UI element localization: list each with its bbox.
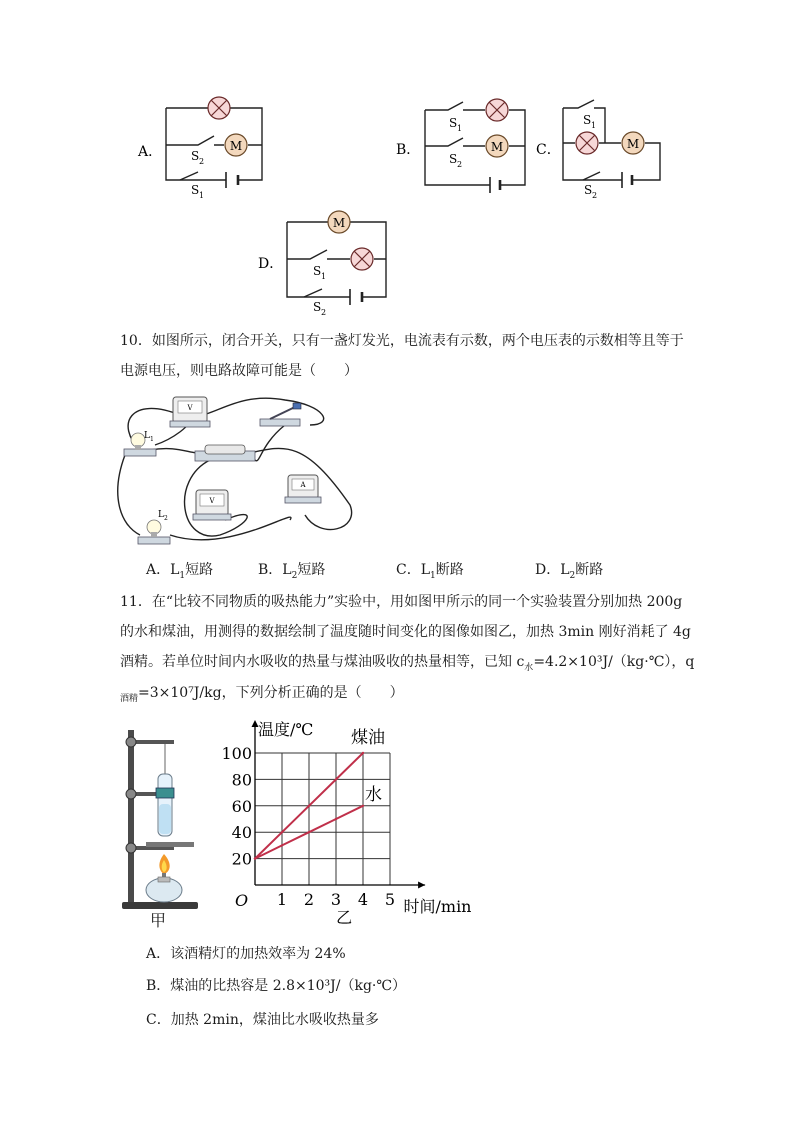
q10-circuit-figure	[110, 385, 360, 555]
svg-text:L: L	[158, 510, 164, 520]
bulb-l1-icon	[124, 431, 156, 456]
voltmeter-icon	[170, 397, 210, 427]
alcohol-lamp-icon	[146, 854, 182, 902]
q9-option-b-circuit	[396, 99, 525, 193]
y-tick-label: 100	[221, 744, 252, 763]
svg-text:S: S	[449, 116, 458, 130]
data-point	[335, 778, 337, 780]
q11-stem-line2: 的水和煤油，用测得的数据绘制了温度随时间变化的图像如图乙，加热 3min 刚好消耗了 4g	[120, 624, 691, 640]
svg-text:M: M	[229, 139, 243, 153]
svg-text:V: V	[209, 497, 215, 505]
svg-text:1: 1	[457, 124, 463, 133]
series-label-water: 水	[365, 784, 382, 805]
svg-text:A: A	[300, 481, 306, 489]
x-tick-label: 2	[303, 890, 315, 909]
svg-text:S: S	[191, 149, 200, 163]
test-tube-icon	[156, 744, 174, 836]
q11-stem-line4: $_{酒精}$=3×10⁷J/kg，下列分析正确的是（ ）	[120, 685, 404, 704]
svg-text:V: V	[187, 404, 193, 412]
data-point	[281, 844, 283, 846]
temperature-time-chart	[221, 712, 485, 930]
q11-choice-a: A．该酒精灯的加热效率为 24%	[146, 946, 346, 962]
q11-fig-caption-left: 甲	[150, 911, 167, 930]
svg-text:S: S	[583, 113, 592, 127]
q9-option-d-circuit	[258, 211, 386, 317]
voltmeter-icon	[193, 490, 231, 520]
svg-text:S: S	[449, 152, 458, 166]
q11-stem-line1: 11．在“比较不同物质的吸热能力”实验中，用如图甲所示的同一个实验装置分别加热 200g	[120, 594, 683, 610]
q11-apparatus-figure	[118, 726, 208, 931]
y-tick-label: 80	[231, 770, 252, 790]
svg-text:S: S	[313, 300, 322, 314]
q9-option-b-label: B．	[396, 142, 421, 158]
q9-option-c-circuit	[536, 100, 660, 200]
svg-text:1: 1	[321, 272, 327, 281]
data-point	[335, 818, 337, 820]
q10-choice-a: A．$L_1$短路	[146, 562, 214, 581]
q9-option-c-label: C．	[536, 142, 561, 158]
switch-icon	[260, 403, 301, 426]
svg-text:1: 1	[591, 121, 597, 130]
svg-text:1: 1	[199, 191, 205, 200]
svg-text:L: L	[144, 431, 150, 441]
svg-text:1: 1	[150, 436, 154, 443]
svg-text:2: 2	[164, 515, 168, 522]
data-point	[281, 831, 283, 833]
q10-stem-line2: 电源电压，则电路故障可能是（ ）	[120, 363, 358, 379]
svg-text:2: 2	[457, 160, 463, 169]
svg-text:S: S	[584, 183, 593, 197]
y-tick-label: 20	[231, 849, 252, 869]
q11-choice-c: C．加热 2min，煤油比水吸收热量多	[146, 1012, 379, 1028]
data-point	[254, 857, 256, 859]
svg-text:2: 2	[592, 191, 598, 200]
y-axis-label: 温度/℃	[258, 720, 314, 739]
q9-option-a-circuit	[137, 97, 262, 200]
svg-text:S: S	[313, 264, 322, 278]
svg-text:M: M	[332, 216, 346, 230]
data-point	[308, 831, 310, 833]
q9-circuits	[0, 0, 794, 330]
data-point	[362, 752, 364, 754]
q9-option-d-label: D．	[258, 256, 284, 272]
x-axis-arrow	[418, 882, 425, 889]
x-tick-label: 4	[357, 890, 369, 909]
q11-choice-b: B．煤油的比热容是 2.8×10³J/（kg·℃）	[146, 978, 407, 994]
q10-choice-d: D．$L_2$断路	[535, 562, 604, 581]
battery-icon	[195, 445, 255, 461]
q11-stem-line3: 酒精。若单位时间内水吸收的热量与煤油吸收的热量相等，已知 $c_水=4.2\times 10^3J/(kg\cdot℃)$，q	[120, 654, 695, 673]
y-tick-label: 60	[231, 796, 252, 816]
svg-text:M: M	[626, 137, 640, 151]
origin-label: O	[235, 891, 249, 910]
q10-choice-b: B．$L_2$短路	[258, 562, 326, 581]
x-axis-label: 时间/min	[403, 897, 472, 916]
data-point	[308, 805, 310, 807]
svg-text:2: 2	[199, 157, 205, 166]
svg-text:S: S	[191, 183, 200, 197]
x-tick-label: 3	[330, 890, 342, 909]
chart-caption: 乙	[336, 908, 353, 927]
x-tick-label: 5	[384, 890, 396, 909]
bulb-l2-icon	[138, 510, 170, 544]
series-label-kerosene: 煤油	[351, 728, 385, 748]
q10-choice-c: C．$L_1$断路	[396, 562, 464, 581]
svg-text:M: M	[490, 140, 504, 154]
ammeter-icon	[285, 475, 321, 503]
svg-text:2: 2	[321, 308, 327, 317]
x-tick-label: 1	[276, 890, 288, 909]
q9-option-a-label: A．	[138, 144, 163, 160]
q10-stem-line1: 10．如图所示，闭合开关，只有一盏灯发光，电流表有示数，两个电压表的示数相等且等于	[120, 333, 684, 349]
data-point	[362, 805, 364, 807]
y-tick-label: 40	[231, 823, 252, 843]
